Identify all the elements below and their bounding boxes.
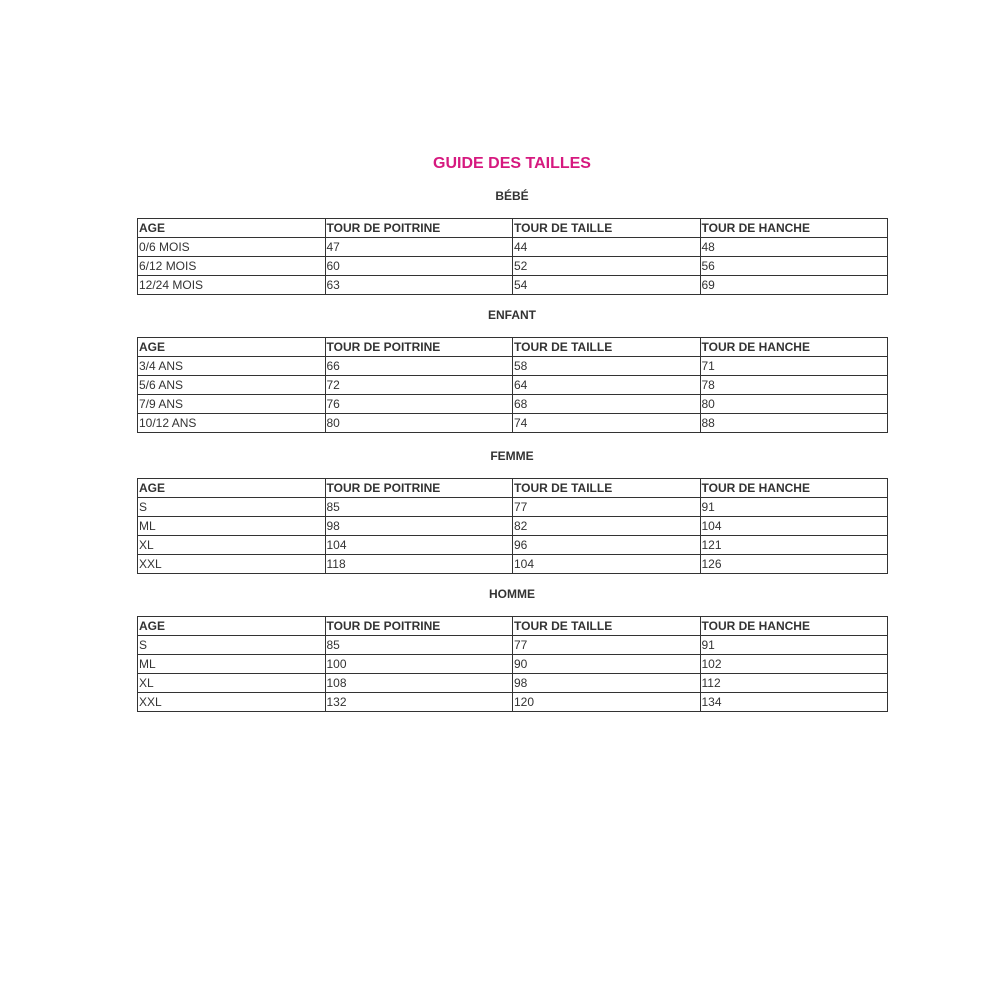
cell-tour-de-poitrine: 47 [325, 238, 513, 257]
cell-tour-de-poitrine: 60 [325, 257, 513, 276]
cell-tour-de-poitrine: 63 [325, 276, 513, 295]
cell-tour-de-poitrine: 66 [325, 357, 513, 376]
table-row [138, 674, 888, 693]
column-header-age: AGE [138, 338, 326, 357]
table-row [138, 517, 888, 536]
cell-age: XL [138, 536, 326, 555]
column-header-tour-de-taille: TOUR DE TAILLE [513, 219, 701, 238]
cell-age: ML [138, 655, 326, 674]
cell-tour-de-hanche: 71 [700, 357, 888, 376]
column-header-tour-de-hanche: TOUR DE HANCHE [700, 338, 888, 357]
cell-tour-de-hanche: 56 [700, 257, 888, 276]
cell-age: 0/6 MOIS [138, 238, 326, 257]
cell-age: S [138, 498, 326, 517]
cell-age: XXL [138, 693, 326, 712]
cell-age: ML [138, 517, 326, 536]
cell-tour-de-taille: 77 [513, 498, 701, 517]
cell-tour-de-poitrine: 132 [325, 693, 513, 712]
page-title: GUIDE DES TAILLES [433, 155, 591, 172]
table-row [138, 376, 888, 395]
size-table-femme [137, 478, 888, 574]
cell-tour-de-hanche: 91 [700, 498, 888, 517]
section-heading-enfant: ENFANT [488, 308, 536, 322]
cell-age: 6/12 MOIS [138, 257, 326, 276]
table-row [138, 636, 888, 655]
column-header-tour-de-poitrine: TOUR DE POITRINE [325, 479, 513, 498]
cell-tour-de-hanche: 104 [700, 517, 888, 536]
table-header-row [138, 338, 888, 357]
cell-tour-de-poitrine: 85 [325, 498, 513, 517]
cell-tour-de-hanche: 78 [700, 376, 888, 395]
cell-tour-de-hanche: 102 [700, 655, 888, 674]
cell-tour-de-taille: 74 [513, 414, 701, 433]
cell-tour-de-taille: 68 [513, 395, 701, 414]
cell-tour-de-poitrine: 72 [325, 376, 513, 395]
column-header-tour-de-hanche: TOUR DE HANCHE [700, 617, 888, 636]
cell-tour-de-hanche: 88 [700, 414, 888, 433]
cell-tour-de-hanche: 69 [700, 276, 888, 295]
cell-age: 12/24 MOIS [138, 276, 326, 295]
table-header-row [138, 479, 888, 498]
table-row [138, 655, 888, 674]
size-table-homme [137, 616, 888, 712]
size-table-enfant [137, 337, 888, 433]
table-row [138, 257, 888, 276]
cell-age: 10/12 ANS [138, 414, 326, 433]
cell-tour-de-taille: 52 [513, 257, 701, 276]
table-row [138, 395, 888, 414]
cell-age: 3/4 ANS [138, 357, 326, 376]
cell-tour-de-taille: 77 [513, 636, 701, 655]
column-header-tour-de-hanche: TOUR DE HANCHE [700, 479, 888, 498]
table-header-row [138, 219, 888, 238]
table-row [138, 498, 888, 517]
cell-tour-de-hanche: 112 [700, 674, 888, 693]
cell-tour-de-hanche: 80 [700, 395, 888, 414]
column-header-tour-de-taille: TOUR DE TAILLE [513, 479, 701, 498]
cell-tour-de-taille: 90 [513, 655, 701, 674]
cell-tour-de-taille: 64 [513, 376, 701, 395]
cell-tour-de-taille: 82 [513, 517, 701, 536]
section-heading-homme: HOMME [489, 587, 535, 601]
column-header-age: AGE [138, 219, 326, 238]
cell-tour-de-poitrine: 85 [325, 636, 513, 655]
column-header-age: AGE [138, 479, 326, 498]
cell-age: 7/9 ANS [138, 395, 326, 414]
cell-tour-de-taille: 44 [513, 238, 701, 257]
table-row [138, 414, 888, 433]
table-row [138, 693, 888, 712]
column-header-tour-de-poitrine: TOUR DE POITRINE [325, 617, 513, 636]
cell-tour-de-poitrine: 100 [325, 655, 513, 674]
cell-age: XL [138, 674, 326, 693]
cell-age: 5/6 ANS [138, 376, 326, 395]
cell-tour-de-taille: 96 [513, 536, 701, 555]
cell-tour-de-taille: 120 [513, 693, 701, 712]
table-row [138, 276, 888, 295]
cell-tour-de-poitrine: 104 [325, 536, 513, 555]
cell-tour-de-hanche: 121 [700, 536, 888, 555]
column-header-age: AGE [138, 617, 326, 636]
cell-tour-de-poitrine: 98 [325, 517, 513, 536]
cell-tour-de-hanche: 126 [700, 555, 888, 574]
cell-tour-de-poitrine: 108 [325, 674, 513, 693]
size-table-bebe [137, 218, 888, 295]
cell-tour-de-hanche: 134 [700, 693, 888, 712]
cell-tour-de-taille: 54 [513, 276, 701, 295]
column-header-tour-de-poitrine: TOUR DE POITRINE [325, 338, 513, 357]
section-heading-femme: FEMME [490, 449, 534, 463]
table-row [138, 536, 888, 555]
table-row [138, 555, 888, 574]
cell-tour-de-hanche: 91 [700, 636, 888, 655]
table-row [138, 357, 888, 376]
cell-tour-de-hanche: 48 [700, 238, 888, 257]
cell-tour-de-poitrine: 76 [325, 395, 513, 414]
table-header-row [138, 617, 888, 636]
column-header-tour-de-hanche: TOUR DE HANCHE [700, 219, 888, 238]
column-header-tour-de-taille: TOUR DE TAILLE [513, 338, 701, 357]
cell-tour-de-taille: 104 [513, 555, 701, 574]
column-header-tour-de-taille: TOUR DE TAILLE [513, 617, 701, 636]
cell-tour-de-poitrine: 80 [325, 414, 513, 433]
table-row [138, 238, 888, 257]
column-header-tour-de-poitrine: TOUR DE POITRINE [325, 219, 513, 238]
cell-age: XXL [138, 555, 326, 574]
cell-tour-de-taille: 58 [513, 357, 701, 376]
cell-tour-de-taille: 98 [513, 674, 701, 693]
cell-tour-de-poitrine: 118 [325, 555, 513, 574]
cell-age: S [138, 636, 326, 655]
section-heading-bebe: BÉBÉ [495, 189, 529, 203]
